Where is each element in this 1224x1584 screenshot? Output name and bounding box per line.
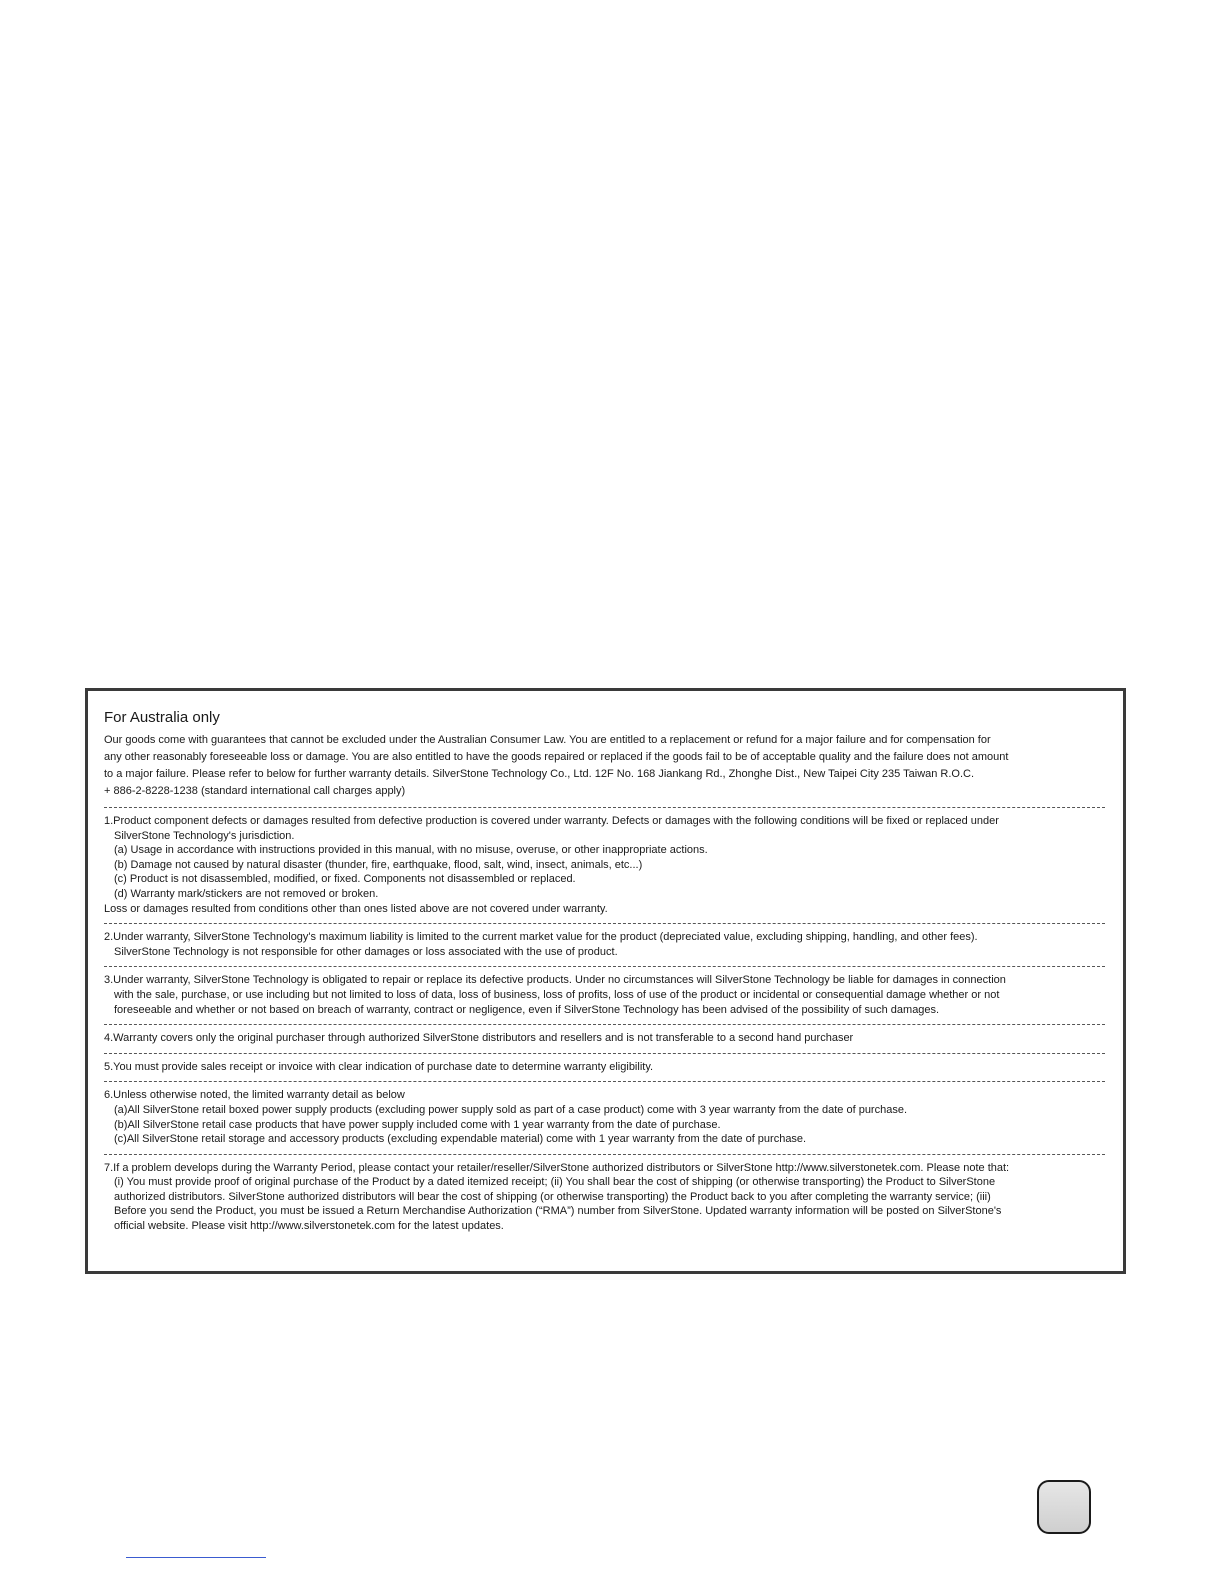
warranty-box [85,688,1126,1274]
intro-line: any other reasonably foreseeable loss or damage. You are also entitled to have the goods repaired or replaced if the goods fail to be of acceptable quality and the failure does not amount [104,751,1009,763]
clause-1-item: (a) Usage in accordance with instructions provided in this manual, with no misuse, overuse, or other inappropriate actions. [114,844,708,857]
clause-3-line: 3.Under warranty, SilverStone Technology is obligated to repair or replace its defective products. Under no circumstances will SilverStone Technology be liable for damages in connection [104,974,1006,987]
clause-7-line: official website. Please visit http://www.silverstonetek.com for the latest updates. [114,1220,504,1233]
clause-1-item: (d) Warranty mark/stickers are not removed or broken. [114,887,379,900]
footer-rule [126,1557,266,1558]
dashed-divider [104,807,1105,808]
clause-1-lead-cont: SilverStone Technology's jurisdiction. [114,829,295,842]
clause-6-item: (b)All SilverStone retail case products that have power supply included come with 1 year warranty from the date of purchase. [114,1118,721,1131]
clause-5-line: 5.You must provide sales receipt or invoice with clear indication of purchase date to determine warranty eligibility. [104,1060,654,1073]
dashed-divider [104,1154,1105,1155]
intro-line: to a major failure. Please refer to below for further warranty details. SilverStone Technology Co., Ltd. 12F No. 168 Jiankang Rd., Zhonghe Dist., New Taipei City 235 Taiwan R.O.C. [104,768,975,780]
clause-1-item: (b) Damage not caused by natural disaster (thunder, fire, earthquake, flood, salt, wind, insect, animals, etc...) [114,858,643,871]
intro-line: + 886-2-8228-1238 (standard international call charges apply) [104,785,406,797]
clause-2-line: 2.Under warranty, SilverStone Technology's maximum liability is limited to the current market value for the product (depreciated value, excluding shipping, handling, and other fees). [104,931,978,944]
clause-3-line: with the sale, purchase, or use including but not limited to loss of data, loss of business, loss of profits, loss of use of the product or incidental or consequential damage whether or not [114,988,1000,1001]
dashed-divider [104,1081,1105,1082]
dashed-divider [104,1024,1105,1025]
clause-3 [104,973,1105,1017]
intro-line: Our goods come with guarantees that cannot be excluded under the Australian Consumer Law. You are entitled to a replacement or refund for a major failure and for compensation for [104,734,991,746]
clause-7-line: 7.If a problem develops during the Warranty Period, please contact your retailer/reseller/SilverStone authorized distributors or SilverStone http://www.silverstonetek.com. Please note that: [104,1161,1010,1174]
clause-1-tail: Loss or damages resulted from conditions other than ones listed above are not covered under warranty. [104,902,608,915]
clause-3-line: foreseeable and whether or not based on breach of warranty, contract or negligence, even if SilverStone Technology has been advised of the possibility of such damages. [114,1003,940,1016]
clause-4-line: 4.Warranty covers only the original purchaser through authorized SilverStone distributors and resellers and is not transferable to a second hand purchaser [104,1032,854,1045]
clause-6-lead: 6.Unless otherwise noted, the limited warranty detail as below [104,1089,405,1102]
clause-1-lead: 1.Product component defects or damages resulted from defective production is covered under warranty. Defects or damages with the following conditions will be fixed or replaced under [104,815,999,827]
clause-1-item: (c) Product is not disassembled, modified, or fixed. Components not disassembled or replaced. [114,873,576,886]
clause-7-line: (i) You must provide proof of original purchase of the Product by a dated itemized receipt; (ii) You shall bear the cost of shipping (or otherwise transporting) the Product to SilverStone [114,1176,996,1189]
dashed-divider [104,1053,1105,1054]
clause-4 [104,1031,1105,1046]
dashed-divider [104,923,1105,924]
clause-6 [104,1088,1105,1146]
clause-7 [104,1161,1105,1234]
clause-2 [104,930,1105,959]
clause-5 [104,1060,1105,1075]
dashed-divider [104,966,1105,967]
warranty-title: For Australia only [104,709,220,726]
clause-2-line: SilverStone Technology is not responsible for other damages or loss associated with the use of product. [114,945,618,958]
clause-7-line: authorized distributors. SilverStone authorized distributors will bear the cost of shipping (or otherwise transporting) the Product back to you after completing the warranty service; (iii) [114,1190,991,1203]
clause-6-item: (c)All SilverStone retail storage and accessory products (excluding expendable material) come with 1 year warranty from the date of purchase. [114,1133,807,1146]
page-number-badge [1037,1480,1091,1534]
intro-paragraph [104,732,1105,800]
clause-6-item: (a)All SilverStone retail boxed power supply products (excluding power supply sold as part of a case product) come with 3 year warranty from the date of purchase. [114,1103,908,1116]
clause-7-line: Before you send the Product, you must be issued a Return Merchandise Authorization (“RMA”) number from SilverStone. Updated warranty information will be posted on SilverStone's [114,1205,1002,1218]
clause-1 [104,814,1105,916]
